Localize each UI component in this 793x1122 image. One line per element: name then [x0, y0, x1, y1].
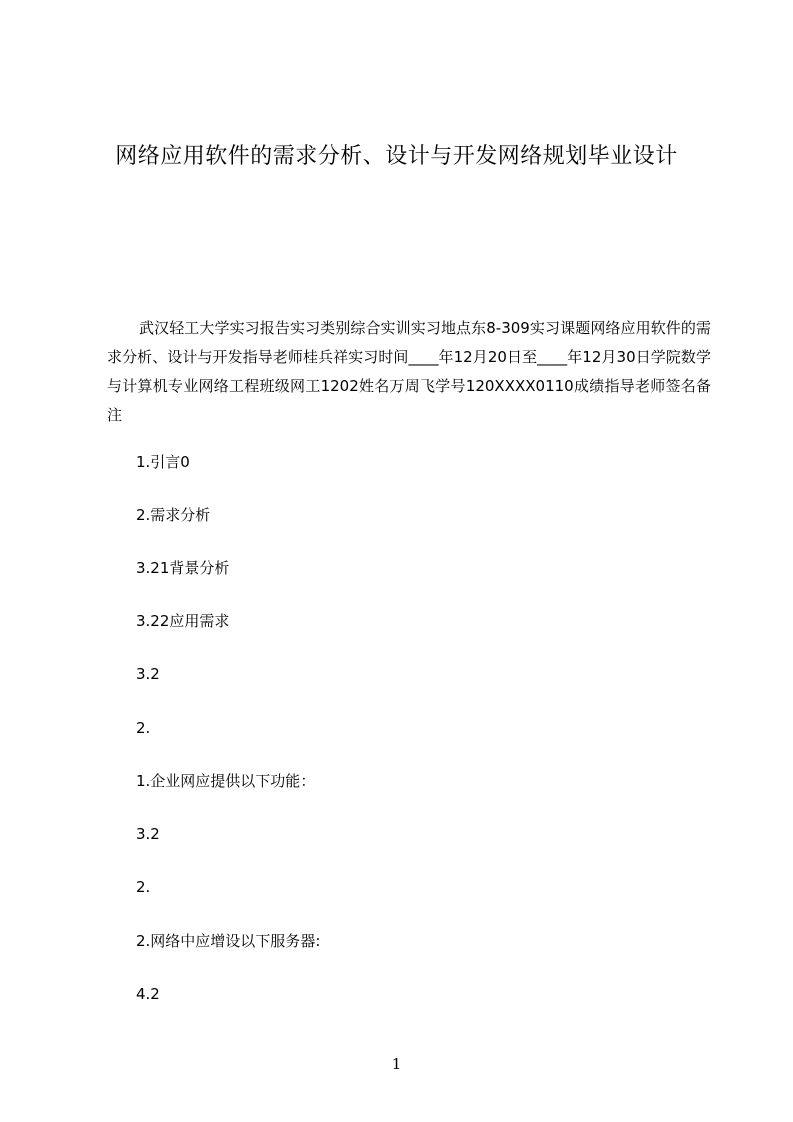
list-item: 3.21背景分析	[136, 559, 230, 577]
page-number: 1	[391, 1055, 402, 1073]
list-item: 1.引言0	[136, 453, 190, 471]
list-item: 3.2	[136, 825, 160, 843]
list-item: 2.网络中应增设以下服务器:	[136, 932, 321, 950]
list-item: 2.	[136, 878, 151, 896]
list-item: 3.2	[136, 665, 160, 683]
document-title: 网络应用软件的需求分析、设计与开发网络规划毕业设计	[115, 144, 678, 169]
list-item: 2.	[136, 719, 151, 737]
intro-paragraph: 武汉轻工大学实习报告实习类别综合实训实习地点东8-309实习课题网络应用软件的需求分析、设计与开发指导老师桂兵祥实习时间____年12月20日至____年12月30日学院数学与计算机专业网络工程班级网工1202姓名万周飞学号120XXXX0110成绩指导老师签名备注	[107, 319, 711, 424]
list-item: 3.22应用需求	[136, 612, 230, 630]
list-item: 4.2	[136, 985, 160, 1003]
list-item: 2.需求分析	[136, 506, 211, 524]
list-item: 1.企业网应提供以下功能：	[136, 772, 316, 790]
